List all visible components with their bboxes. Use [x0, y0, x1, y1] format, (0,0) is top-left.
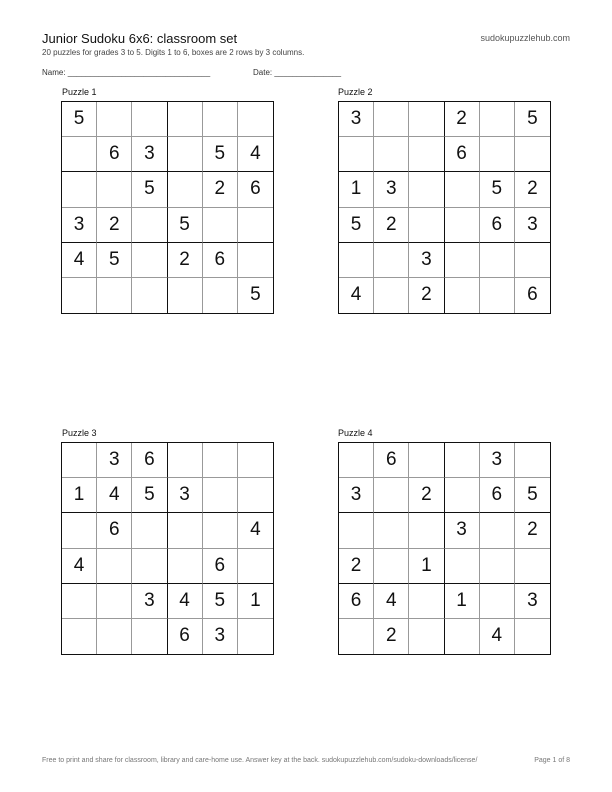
sudoku-cell	[374, 513, 409, 548]
puzzle-label: Puzzle 3	[62, 428, 97, 438]
sudoku-cell	[480, 584, 515, 619]
sudoku-cell	[203, 513, 238, 548]
sudoku-cell	[445, 443, 480, 478]
sudoku-cell	[339, 619, 374, 654]
sudoku-cell	[409, 137, 444, 172]
sudoku-cell: 5	[515, 478, 550, 513]
sudoku-cell: 5	[515, 102, 550, 137]
sudoku-cell	[238, 208, 273, 243]
sudoku-cell	[238, 102, 273, 137]
sudoku-cell: 3	[515, 584, 550, 619]
sudoku-cell	[374, 102, 409, 137]
sudoku-cell	[409, 619, 444, 654]
sudoku-cell: 5	[62, 102, 97, 137]
sudoku-cell: 3	[515, 208, 550, 243]
sudoku-cell	[374, 478, 409, 513]
sudoku-cell: 6	[339, 584, 374, 619]
sudoku-cell	[132, 102, 167, 137]
sudoku-grid	[338, 101, 551, 314]
sudoku-cell: 4	[238, 137, 273, 172]
sudoku-cell	[203, 278, 238, 313]
sudoku-grid	[338, 442, 551, 655]
puzzle-label: Puzzle 2	[338, 87, 373, 97]
sudoku-cell	[168, 172, 203, 207]
date-field: Date: _______________	[253, 68, 342, 77]
puzzle-label: Puzzle 4	[338, 428, 373, 438]
sudoku-cell	[62, 513, 97, 548]
sudoku-cell: 1	[62, 478, 97, 513]
sudoku-cell: 1	[445, 584, 480, 619]
sudoku-cell: 2	[339, 549, 374, 584]
sudoku-cell	[515, 619, 550, 654]
sudoku-cell	[168, 443, 203, 478]
sudoku-cell: 3	[203, 619, 238, 654]
sudoku-cell	[132, 278, 167, 313]
sudoku-cell: 1	[339, 172, 374, 207]
sudoku-cell: 6	[97, 513, 132, 548]
sudoku-cell	[480, 102, 515, 137]
sudoku-cell: 4	[62, 243, 97, 278]
sudoku-cell	[62, 619, 97, 654]
sudoku-cell	[97, 619, 132, 654]
sudoku-cell	[203, 443, 238, 478]
sudoku-cell	[203, 478, 238, 513]
sudoku-cell: 3	[409, 243, 444, 278]
sudoku-cell	[374, 549, 409, 584]
sudoku-cell	[480, 278, 515, 313]
sudoku-cell	[168, 278, 203, 313]
sudoku-cell: 2	[97, 208, 132, 243]
sudoku-cell	[168, 137, 203, 172]
sudoku-cell: 5	[339, 208, 374, 243]
sudoku-cell	[445, 172, 480, 207]
sudoku-cell: 4	[168, 584, 203, 619]
sudoku-cell	[238, 619, 273, 654]
site-name: sudokupuzzlehub.com	[480, 33, 570, 43]
sudoku-cell	[374, 243, 409, 278]
sudoku-cell: 2	[515, 513, 550, 548]
sudoku-cell: 2	[168, 243, 203, 278]
sudoku-cell	[445, 478, 480, 513]
sudoku-cell	[445, 278, 480, 313]
sudoku-cell: 1	[238, 584, 273, 619]
sudoku-cell: 6	[374, 443, 409, 478]
sudoku-cell: 5	[203, 137, 238, 172]
sudoku-cell: 5	[132, 172, 167, 207]
sudoku-cell	[409, 513, 444, 548]
sudoku-cell	[132, 208, 167, 243]
sudoku-cell	[97, 172, 132, 207]
sudoku-cell	[409, 584, 444, 619]
page-number: Page 1 of 8	[534, 757, 570, 764]
sudoku-cell	[132, 549, 167, 584]
sudoku-cell: 6	[132, 443, 167, 478]
sudoku-cell	[62, 443, 97, 478]
sudoku-cell: 2	[409, 478, 444, 513]
sudoku-cell	[203, 102, 238, 137]
sudoku-cell	[339, 443, 374, 478]
sudoku-cell: 2	[374, 619, 409, 654]
sudoku-cell: 6	[527, 284, 538, 306]
sudoku-cell	[97, 584, 132, 619]
sudoku-cell	[374, 278, 409, 313]
sudoku-cell	[238, 443, 273, 478]
sudoku-cell	[515, 243, 550, 278]
sudoku-cell: 3	[132, 584, 167, 619]
sudoku-cell	[515, 137, 550, 172]
sudoku-cell: 4	[62, 549, 97, 584]
sudoku-cell	[515, 549, 550, 584]
sudoku-cell	[132, 243, 167, 278]
sudoku-cell	[409, 208, 444, 243]
footer-text: Free to print and share for classroom, library and care-home use. Answer key at the back. sudokupuzzlehub.com/sudoku-downloads/license/	[42, 757, 478, 764]
sudoku-cell	[97, 102, 132, 137]
sudoku-cell	[480, 513, 515, 548]
sudoku-cell: 3	[168, 478, 203, 513]
sudoku-cell: 5	[480, 172, 515, 207]
sudoku-cell	[515, 443, 550, 478]
sudoku-grid	[61, 442, 274, 655]
sudoku-cell: 2	[515, 172, 550, 207]
sudoku-cell: 3	[62, 208, 97, 243]
sudoku-cell: 3	[339, 478, 374, 513]
sudoku-cell	[480, 549, 515, 584]
sudoku-cell: 3	[97, 443, 132, 478]
sudoku-cell	[445, 619, 480, 654]
sudoku-cell: 2	[203, 172, 238, 207]
sudoku-cell	[480, 137, 515, 172]
sudoku-cell: 2	[445, 102, 480, 137]
sudoku-cell: 6	[168, 619, 203, 654]
page-title: Junior Sudoku 6x6: classroom set	[42, 31, 238, 46]
puzzle-label: Puzzle 1	[62, 87, 97, 97]
sudoku-cell: 1	[409, 549, 444, 584]
sudoku-cell	[409, 172, 444, 207]
sudoku-cell: 3	[339, 102, 374, 137]
sudoku-cell: 3	[480, 443, 515, 478]
sudoku-cell: 5	[132, 478, 167, 513]
sudoku-cell: 5	[250, 284, 261, 306]
sudoku-cell	[339, 137, 374, 172]
sudoku-cell	[445, 208, 480, 243]
sudoku-cell: 3	[374, 172, 409, 207]
page-subtitle: 20 puzzles for grades 3 to 5. Digits 1 to 6, boxes are 2 rows by 3 columns.	[42, 48, 305, 57]
sudoku-cell: 4	[374, 584, 409, 619]
sudoku-cell: 4	[339, 278, 374, 313]
sudoku-cell	[203, 208, 238, 243]
sudoku-cell	[168, 549, 203, 584]
sudoku-cell	[339, 243, 374, 278]
sudoku-cell	[374, 137, 409, 172]
sudoku-cell	[168, 513, 203, 548]
sudoku-cell	[168, 102, 203, 137]
sudoku-cell: 2	[409, 278, 444, 313]
sudoku-cell: 6	[238, 172, 273, 207]
sudoku-cell: 6	[203, 549, 238, 584]
sudoku-cell: 6	[97, 137, 132, 172]
sudoku-cell: 3	[445, 513, 480, 548]
sudoku-cell	[62, 137, 97, 172]
sudoku-cell: 4	[480, 619, 515, 654]
sudoku-cell: 6	[480, 478, 515, 513]
sudoku-cell	[409, 102, 444, 137]
sudoku-cell	[339, 513, 374, 548]
sudoku-cell	[445, 549, 480, 584]
sudoku-cell: 5	[97, 243, 132, 278]
sudoku-cell: 4	[97, 478, 132, 513]
sudoku-cell: 5	[168, 208, 203, 243]
sudoku-cell: 6	[480, 208, 515, 243]
sudoku-cell	[409, 443, 444, 478]
sudoku-cell	[445, 243, 480, 278]
sudoku-cell: 6	[445, 137, 480, 172]
sudoku-cell	[238, 243, 273, 278]
sudoku-cell	[480, 243, 515, 278]
sudoku-cell	[97, 278, 132, 313]
sudoku-cell	[62, 278, 97, 313]
sudoku-cell	[132, 619, 167, 654]
name-field: Name: ________________________________	[42, 68, 211, 77]
sudoku-cell	[62, 584, 97, 619]
sudoku-cell: 2	[374, 208, 409, 243]
sudoku-cell: 5	[203, 584, 238, 619]
sudoku-cell	[97, 549, 132, 584]
sudoku-cell	[238, 549, 273, 584]
sudoku-cell	[62, 172, 97, 207]
sudoku-cell	[238, 478, 273, 513]
sudoku-cell	[132, 513, 167, 548]
sudoku-cell: 6	[203, 243, 238, 278]
sudoku-cell: 3	[132, 137, 167, 172]
sudoku-grid	[61, 101, 274, 314]
sudoku-cell: 4	[238, 513, 273, 548]
